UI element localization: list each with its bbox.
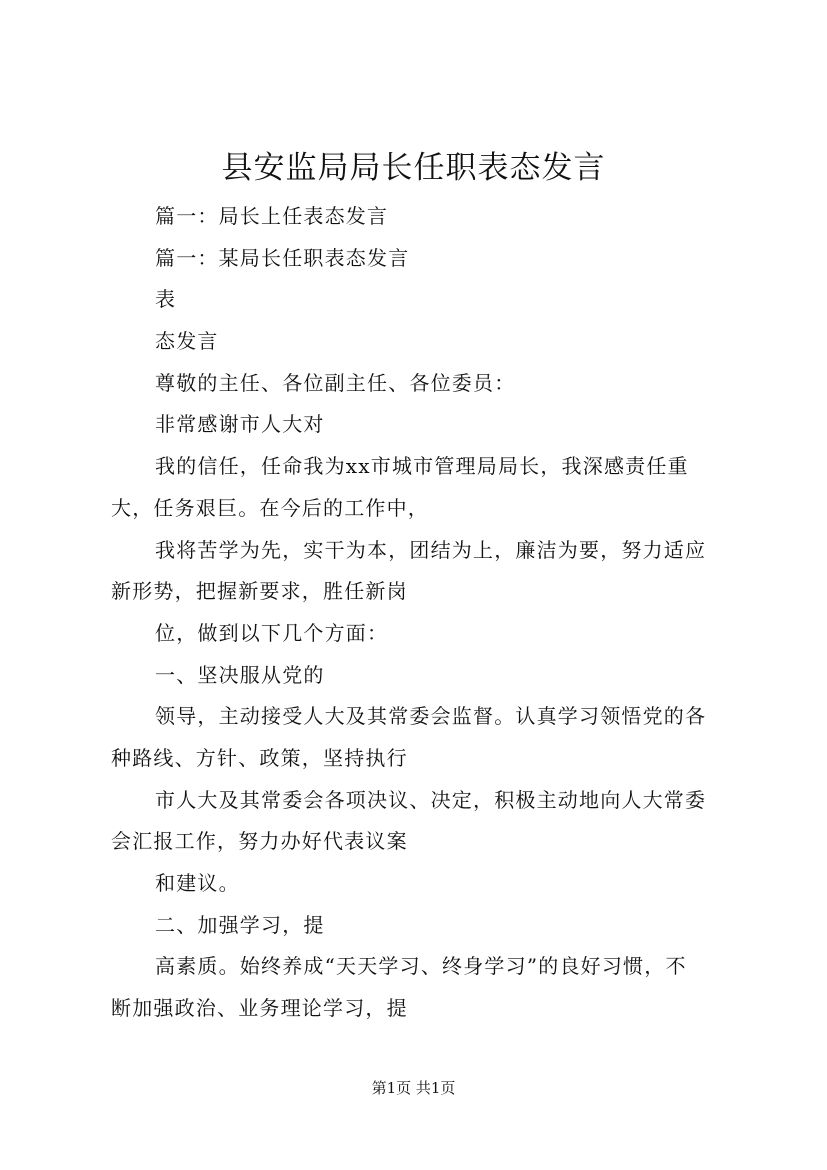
text-line: 我的信任，任命我为xx市城市管理局局长，我深感责任重	[155, 454, 689, 479]
text-line: 尊敬的主任、各位副主任、各位委员：	[155, 370, 516, 395]
text-line: 篇一：某局长任职表态发言	[155, 245, 410, 270]
text-line: 位，做到以下几个方面：	[155, 620, 389, 645]
text-line: 表	[155, 287, 177, 312]
text-line: 断加强政治、业务理论学习，提	[111, 996, 408, 1021]
text-line: 新形势，把握新要求，胜任新岗	[111, 579, 408, 604]
text-line: 二、加强学习，提	[155, 912, 325, 937]
text-line: 会汇报工作，努力办好代表议案	[111, 829, 408, 854]
text-line: 领导，主动接受人大及其常委会监督。认真学习领悟党的各	[155, 704, 707, 729]
text-line: 大，任务艰巨。在今后的工作中，	[111, 495, 429, 520]
document-body	[111, 196, 726, 1030]
text-line: 篇一：局长上任表态发言	[155, 204, 389, 228]
page-footer: 第1页 共1页	[371, 1079, 456, 1097]
text-line: 我将苦学为先，实干为本，团结为上，廉洁为要，努力适应	[155, 537, 707, 562]
text-line: 一、坚决服从党的	[155, 662, 325, 687]
text-line: 种路线、方针、政策，坚持执行	[111, 745, 408, 770]
text-line: 态发言	[155, 329, 219, 354]
document-title: 县安监局局长任职表态发言	[221, 150, 606, 186]
text-line: 高素质。始终养成“天天学习、终身学习”的良好习惯，不	[155, 954, 687, 979]
text-line: 和建议。	[155, 871, 240, 895]
text-line: 非常感谢市人大对	[155, 412, 325, 437]
text-line: 市人大及其常委会各项决议、决定，积极主动地向人大常委	[155, 787, 707, 812]
